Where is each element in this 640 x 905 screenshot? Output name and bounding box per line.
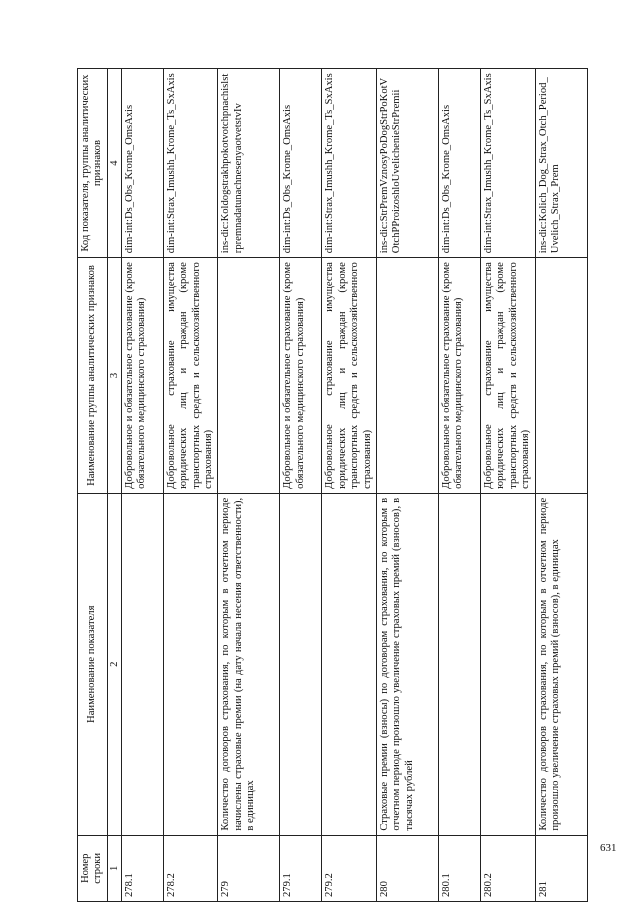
column-number: 2 (107, 493, 121, 835)
row-number: 281 (535, 835, 587, 901)
table-header-row (78, 69, 108, 902)
indicator-name: Страховые премии (взносы) по договорам страхования, по которым в отчетном периоде произошло увеличение страховых премий (взносов), в тысячах рублей (377, 493, 439, 835)
group-name: Добровольное и обязательное страхование (кроме обязательного медицинского страхования) (280, 258, 322, 494)
header-row-number: Номер строки (78, 835, 108, 901)
table-row (163, 69, 218, 902)
indicator-name (280, 493, 322, 835)
row-number: 279.2 (322, 835, 377, 901)
indicator-name (481, 493, 536, 835)
indicator-name (439, 493, 481, 835)
indicator-code: dim-int:Ds_Obs_Krome_OmsAxis (280, 69, 322, 258)
row-number: 280.2 (481, 835, 536, 901)
column-number: 3 (107, 258, 121, 494)
table-row (218, 69, 280, 902)
indicator-code: ins-dic:Kolich_Dog_Strax_Otch_Period_Uvelich_Strax_Prem (535, 69, 587, 258)
group-name (535, 258, 587, 494)
header-group-name: Наименование группы аналитических признаков (78, 258, 108, 494)
indicator-name: Количество договоров страхования, по которым в отчетном периоде произошло увеличение страховых премий (взносов), в единицах (535, 493, 587, 835)
group-name: Добровольное страхование имущества юридических лиц и граждан (кроме транспортных средств и сельскохозяйственного страхования) (322, 258, 377, 494)
indicator-name (163, 493, 218, 835)
table-row (377, 69, 439, 902)
group-name: Добровольное страхование имущества юридических лиц и граждан (кроме транспортных средств и сельскохозяйственного страхования) (163, 258, 218, 494)
table-row (535, 69, 587, 902)
row-number: 280 (377, 835, 439, 901)
table-row (121, 69, 163, 902)
row-number: 279 (218, 835, 280, 901)
indicator-code: dim-int:Ds_Obs_Krome_OmsAxis (439, 69, 481, 258)
group-name: Добровольное и обязательное страхование (кроме обязательного медицинского страхования) (121, 258, 163, 494)
indicator-name (121, 493, 163, 835)
row-number: 278.2 (163, 835, 218, 901)
row-number: 278.1 (121, 835, 163, 901)
row-number: 280.1 (439, 835, 481, 901)
indicator-code: ins-dic:StrPremVznosyPoDogStrPoKotVOtchPProizoshloUvelichenieStrPremii (377, 69, 439, 258)
indicator-name (322, 493, 377, 835)
indicator-name: Количество договоров страхования, по которым в отчетном периоде начислены страховые премии (на дату начала несения ответственности), в единицах (218, 493, 280, 835)
indicator-table (77, 68, 588, 902)
group-name (377, 258, 439, 494)
group-name (218, 258, 280, 494)
rotated-page-content (77, 68, 579, 902)
indicator-code: dim-int:Strax_Imushh_Krome_Ts_SxAxis (163, 69, 218, 258)
indicator-code: dim-int:Strax_Imushh_Krome_Ts_SxAxis (322, 69, 377, 258)
table-row (280, 69, 322, 902)
row-number: 279.1 (280, 835, 322, 901)
indicator-code: dim-int:Strax_Imushh_Krome_Ts_SxAxis (481, 69, 536, 258)
column-number: 1 (107, 835, 121, 901)
indicator-code: dim-int:Ds_Obs_Krome_OmsAxis (121, 69, 163, 258)
header-indicator-name: Наименование показателя (78, 493, 108, 835)
header-code: Код показателя, группы аналитических признаков (78, 69, 108, 258)
page-number: 631 (600, 842, 617, 854)
indicator-code: ins-dic:KoldogstrakhpokotvotchpnachislstrpremnadatunachnesenyaotvetstvIv (218, 69, 280, 258)
column-number: 4 (107, 69, 121, 258)
table-row (322, 69, 377, 902)
group-name: Добровольное страхование имущества юридических лиц и граждан (кроме транспортных средств и сельскохозяйственного страхования) (481, 258, 536, 494)
table-row (481, 69, 536, 902)
group-name: Добровольное и обязательное страхование (кроме обязательного медицинского страхования) (439, 258, 481, 494)
column-number-row (107, 69, 121, 902)
table-row (439, 69, 481, 902)
